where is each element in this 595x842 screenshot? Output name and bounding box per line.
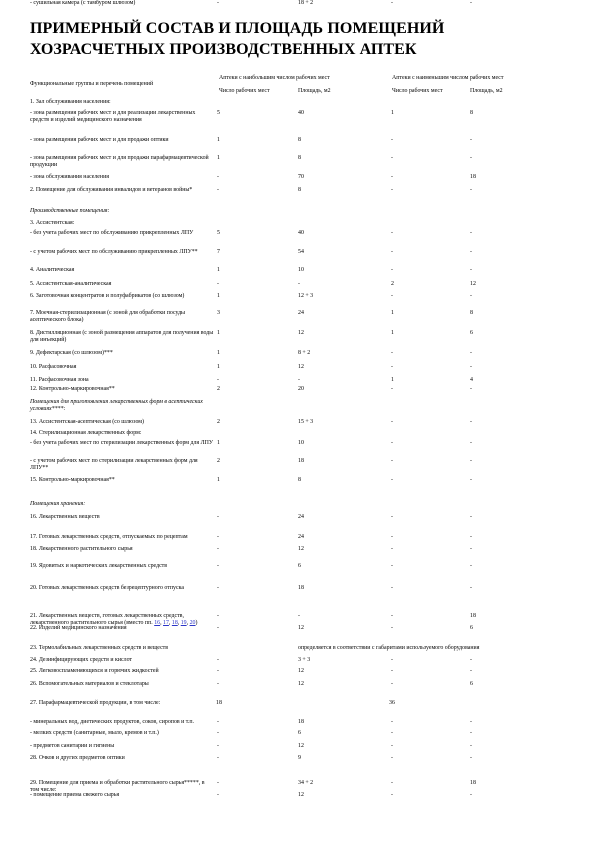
- row-cell-d: 18: [470, 613, 476, 619]
- row-label: - зона размещения рабочих мест и для продажи парафармацевтической продукции: [30, 155, 209, 169]
- row-cell-c: -: [391, 0, 393, 6]
- row-cell-a: -: [217, 719, 219, 725]
- row-label: 18. Лекарственного растительного сырья: [30, 546, 133, 552]
- row-cell-b: 18: [298, 719, 304, 725]
- header-col-func: Функциональные группы и перечень помещений: [30, 81, 154, 87]
- row-cell-c: -: [391, 386, 393, 392]
- row-cell-c: -: [391, 681, 393, 687]
- row-cell-d: -: [470, 230, 472, 236]
- row-cell-a: -: [217, 585, 219, 591]
- row-cell-d: 6: [470, 330, 473, 336]
- row-label: 21. Лекарственных веществ, готовых лекарственных средств, лекарственного растительного сырья (вместо пп. 16, 17, 18, 19, 20): [30, 613, 198, 627]
- row-cell-d: 18: [470, 174, 476, 180]
- row-cell-a: 5: [217, 110, 220, 116]
- row-label: Производственные помещения:: [30, 208, 110, 214]
- row-cell-c: -: [391, 230, 393, 236]
- row-cell-b: 34 + 2: [298, 780, 314, 786]
- row-cell-c: -: [391, 155, 393, 161]
- row-cell-b: 9: [298, 755, 301, 761]
- row-cell-d: -: [470, 293, 472, 299]
- row-cell-d: -: [470, 419, 472, 425]
- row-cell-b: 12: [298, 681, 304, 687]
- page-title: ПРИМЕРНЫЙ СОСТАВ И ПЛОЩАДЬ ПОМЕЩЕНИЙ ХОЗРАСЧЕТНЫХ ПРОИЗВОДСТВЕННЫХ АПТЕК: [30, 20, 445, 58]
- row-cell-d: -: [470, 743, 472, 749]
- header-col-b-workers: Число рабочих мест: [392, 88, 443, 94]
- row-cell-a: 1: [217, 293, 220, 299]
- row-cell-a: -: [217, 755, 219, 761]
- row-label: - минеральных вод, диетических продуктов, соков, сиропов и т.п.: [30, 719, 194, 725]
- row-cell-b: 10: [298, 440, 304, 446]
- row-cell-d: -: [470, 730, 472, 736]
- row-label: 15. Контрольно-маркировочная**: [30, 477, 115, 483]
- row-cell-b: -: [298, 613, 300, 619]
- row-label: 24. Дезинфицирующих средств и кислот: [30, 657, 133, 663]
- row-cell-d: -: [470, 267, 472, 273]
- row-cell-c: 1: [391, 110, 394, 116]
- row-label: 22. Изделий медицинского назначения: [30, 625, 127, 631]
- row-cell-b: 12: [298, 364, 304, 370]
- row-cell-c: -: [391, 440, 393, 446]
- row-cell-c: -: [391, 613, 393, 619]
- row-cell-b: 6: [298, 563, 301, 569]
- row-cell-d: -: [470, 155, 472, 161]
- row-cell-b: 8: [298, 477, 301, 483]
- row-cell-b: 24: [298, 534, 304, 540]
- row-cell-c: -: [391, 137, 393, 143]
- row-cell-c: -: [391, 419, 393, 425]
- row-label: - зона размещения рабочих мест и для продажи оптики: [30, 137, 169, 143]
- row-label: 8. Дистилляционная (с зоной размещения аппаратов для получения воды для инъекций): [30, 330, 214, 344]
- row-label: 5. Ассистентская-аналитическая: [30, 281, 112, 287]
- row-cell-d: -: [470, 137, 472, 143]
- row-cell-d: -: [470, 386, 472, 392]
- row-cell-c: -: [391, 719, 393, 725]
- row-cell-c: -: [391, 668, 393, 674]
- row-cell-b: 10: [298, 267, 304, 273]
- item-link-18[interactable]: 18: [171, 620, 178, 627]
- row-label: 2. Помещение для обслуживания инвалидов и ветеранов войны*: [30, 187, 193, 193]
- row-cell-b: 18: [298, 585, 304, 591]
- row-cell-c: -: [391, 546, 393, 552]
- row-cell-b: 40: [298, 110, 304, 116]
- row-cell-a: 1: [217, 477, 220, 483]
- row-label: 28. Очков и других предметов оптики: [30, 755, 125, 761]
- row-cell-d: 8: [470, 110, 473, 116]
- row-cell-c: -: [391, 625, 393, 631]
- row-cell-b: -: [298, 377, 300, 383]
- row-cell-a: -: [217, 174, 219, 180]
- row-cell-d: 6: [470, 681, 473, 687]
- item-link-16[interactable]: 16: [154, 620, 161, 627]
- row-label: - зона размещения рабочих мест и для реализации лекарственных средств и изделий медицинского назначения: [30, 110, 196, 124]
- row-cell-d: 4: [470, 377, 473, 383]
- row-cell-c: 36: [389, 700, 395, 706]
- row-label: 17. Готовых лекарственных средств, отпускаемых по рецептам: [30, 534, 188, 540]
- row-cell-a: 1: [217, 155, 220, 161]
- row-cell-d: -: [470, 563, 472, 569]
- row-label: 4. Аналитическая: [30, 267, 75, 273]
- row-cell-b: 12 + 3: [298, 293, 314, 299]
- row-label: 7. Моечная-стерилизационная (с зоной для обработки посуды асептического блока): [30, 310, 186, 324]
- header-col-b-area: Площадь, м2: [470, 88, 503, 94]
- row-label: - сушильная камера (с тамбуром шлюзом): [30, 0, 136, 6]
- row-cell-c: -: [391, 249, 393, 255]
- row-cell-b: 8: [298, 187, 301, 193]
- row-cell-b: 12: [298, 743, 304, 749]
- row-label: - помещение приема свежего сырья: [30, 792, 120, 798]
- row-cell-a: -: [217, 780, 219, 786]
- row-cell-d: -: [470, 440, 472, 446]
- row-cell-b: 12: [298, 792, 304, 798]
- row-cell-b: 8: [298, 155, 301, 161]
- row-cell-c: 1: [391, 377, 394, 383]
- row-cell-d: -: [470, 585, 472, 591]
- row-cell-a: 1: [217, 137, 220, 143]
- item-link-20[interactable]: 20: [189, 620, 196, 627]
- row-cell-d: -: [470, 514, 472, 520]
- row-label: 16. Лекарственных веществ: [30, 514, 100, 520]
- row-cell-b: 18 + 2: [298, 0, 314, 6]
- row-label: Помещения для приготовления лекарственных форм в асептических условиях****:: [30, 399, 203, 413]
- row-cell-b: 20: [298, 386, 304, 392]
- row-cell-d: 6: [470, 625, 473, 631]
- row-cell-a: 5: [217, 230, 220, 236]
- row-cell-a: 3: [217, 310, 220, 316]
- row-cell-c: -: [391, 657, 393, 663]
- row-label: 3. Ассистентская:: [30, 220, 75, 226]
- row-cell-c: 1: [391, 330, 394, 336]
- row-cell-c: -: [391, 585, 393, 591]
- header-group-a: Аптеки с наибольшим числом рабочих мест: [219, 75, 330, 81]
- row-cell-a: -: [217, 377, 219, 383]
- row-label: 6. Заготовочная концентратов и полуфабрикатов (со шлюзом): [30, 293, 185, 299]
- row-label: 20. Готовых лекарственных средств безрецептурного отпуска: [30, 585, 184, 591]
- row-label: 12. Контрольно-маркировочная**: [30, 386, 115, 392]
- row-cell-c: -: [391, 477, 393, 483]
- row-cell-c: -: [391, 780, 393, 786]
- row-cell-d: -: [470, 458, 472, 464]
- row-cell-a: -: [217, 657, 219, 663]
- row-cell-a: 1: [217, 267, 220, 273]
- row-cell-a: -: [217, 730, 219, 736]
- row-label: - мелких средств (санитарные, мыло, кремов и т.п.): [30, 730, 159, 736]
- row-cell-c: -: [391, 267, 393, 273]
- row-cell-d: -: [470, 546, 472, 552]
- row-cell-c: -: [391, 293, 393, 299]
- row-cell-b: -: [298, 281, 300, 287]
- row-cell-b: 12: [298, 625, 304, 631]
- row-cell-a: -: [217, 681, 219, 687]
- item-link-19[interactable]: 19: [180, 620, 187, 627]
- row-cell-b: 8: [298, 137, 301, 143]
- row-cell-d: -: [470, 755, 472, 761]
- row-cell-c: -: [391, 364, 393, 370]
- row-span-note: определяется в соответствии с габаритами используемого оборудования: [298, 645, 480, 651]
- row-cell-a: 1: [217, 350, 220, 356]
- row-cell-b: 24: [298, 310, 304, 316]
- row-cell-a: -: [217, 0, 219, 6]
- row-cell-d: -: [470, 350, 472, 356]
- row-label: 29. Помещение для приема и обработки растительного сырья*****, в том числе:: [30, 780, 205, 794]
- row-cell-c: -: [391, 514, 393, 520]
- row-cell-a: -: [217, 514, 219, 520]
- row-cell-a: 2: [217, 458, 220, 464]
- row-cell-a: -: [217, 281, 219, 287]
- row-cell-b: 24: [298, 514, 304, 520]
- row-cell-c: -: [391, 743, 393, 749]
- row-label: 26. Вспомогательных материалов и стеклотары: [30, 681, 149, 687]
- row-cell-a: -: [217, 546, 219, 552]
- row-label: 9. Дефектарская (со шлюзом)***: [30, 350, 113, 356]
- row-cell-b: 18: [298, 458, 304, 464]
- row-label: - предметов санитарии и гигиены: [30, 743, 115, 749]
- row-cell-b: 3 + 3: [298, 657, 311, 663]
- row-label: 1. Зал обслуживания населения:: [30, 99, 111, 105]
- row-cell-b: 12: [298, 330, 304, 336]
- row-cell-c: -: [391, 350, 393, 356]
- row-label: - с учетом рабочих мест по обслуживанию прикрепленных ЛПУ**: [30, 249, 198, 255]
- row-cell-a: -: [217, 613, 219, 619]
- row-label: 14. Стерилизационная лекарственных форм:: [30, 430, 142, 436]
- row-cell-a: 2: [217, 386, 220, 392]
- row-cell-c: -: [391, 792, 393, 798]
- row-cell-c: -: [391, 534, 393, 540]
- row-cell-b: 8 + 2: [298, 350, 311, 356]
- row-cell-a: -: [217, 187, 219, 193]
- row-cell-c: -: [391, 187, 393, 193]
- row-cell-c: 1: [391, 310, 394, 316]
- row-cell-a: -: [217, 792, 219, 798]
- row-label: 23. Термолабильных лекарственных средств и веществ: [30, 645, 169, 651]
- row-label: - зона обслуживания населения: [30, 174, 109, 180]
- row-cell-a: 1: [217, 330, 220, 336]
- row-cell-d: 18: [470, 780, 476, 786]
- row-cell-a: 1: [217, 440, 220, 446]
- row-label: - с учетом рабочих мест по стерилизации лекарственных форм для ЛПУ**: [30, 458, 198, 472]
- row-cell-a: 2: [217, 419, 220, 425]
- row-cell-d: 8: [470, 310, 473, 316]
- row-cell-b: 6: [298, 730, 301, 736]
- row-cell-c: -: [391, 755, 393, 761]
- row-cell-b: 40: [298, 230, 304, 236]
- row-cell-d: -: [470, 249, 472, 255]
- row-label: 25. Легковоспламеняющихся и горючих жидкостей: [30, 668, 159, 674]
- header-col-a-workers: Число рабочих мест: [219, 88, 270, 94]
- row-cell-d: -: [470, 719, 472, 725]
- row-label: - без учета рабочих мест по обслуживанию прикрепленных ЛПУ: [30, 230, 194, 236]
- row-cell-d: -: [470, 364, 472, 370]
- row-cell-d: -: [470, 534, 472, 540]
- row-label: - без учета рабочих мест по стерилизации лекарственных форм для ЛПУ: [30, 440, 214, 446]
- header-col-a-area: Площадь, м2: [298, 88, 331, 94]
- row-label: 27. Парафармацевтической продукции, в том числе:: [30, 700, 161, 706]
- row-cell-b: 15 + 3: [298, 419, 314, 425]
- row-cell-a: -: [217, 743, 219, 749]
- row-cell-d: -: [470, 657, 472, 663]
- row-cell-d: -: [470, 668, 472, 674]
- row-label: Помещения хранения:: [30, 501, 86, 507]
- row-cell-d: -: [470, 792, 472, 798]
- item-link-17[interactable]: 17: [163, 620, 169, 627]
- row-cell-a: -: [217, 668, 219, 674]
- row-label: 19. Ядовитых и наркотических лекарственных средств: [30, 563, 168, 569]
- row-cell-b: 54: [298, 249, 304, 255]
- row-cell-a: 7: [217, 249, 220, 255]
- row-cell-c: -: [391, 458, 393, 464]
- row-label: 13. Ассистентская-асептическая (со шлюзом): [30, 419, 144, 425]
- row-cell-b: 12: [298, 668, 304, 674]
- header-group-b: Аптеки с наименьшим числом рабочих мест: [392, 75, 504, 81]
- row-cell-d: -: [470, 0, 472, 6]
- row-cell-c: -: [391, 730, 393, 736]
- row-cell-a: 18: [216, 700, 222, 706]
- row-cell-c: 2: [391, 281, 394, 287]
- row-cell-a: -: [217, 563, 219, 569]
- row-cell-b: 12: [298, 546, 304, 552]
- row-cell-b: 70: [298, 174, 304, 180]
- row-cell-a: -: [217, 534, 219, 540]
- row-cell-d: 12: [470, 281, 476, 287]
- row-cell-d: -: [470, 187, 472, 193]
- row-label: 11. Расфасовочная зона: [30, 377, 89, 383]
- row-cell-c: -: [391, 563, 393, 569]
- row-cell-d: -: [470, 477, 472, 483]
- row-cell-c: -: [391, 174, 393, 180]
- row-cell-a: 1: [217, 364, 220, 370]
- row-cell-a: -: [217, 625, 219, 631]
- row-label: 10. Расфасовочная: [30, 364, 77, 370]
